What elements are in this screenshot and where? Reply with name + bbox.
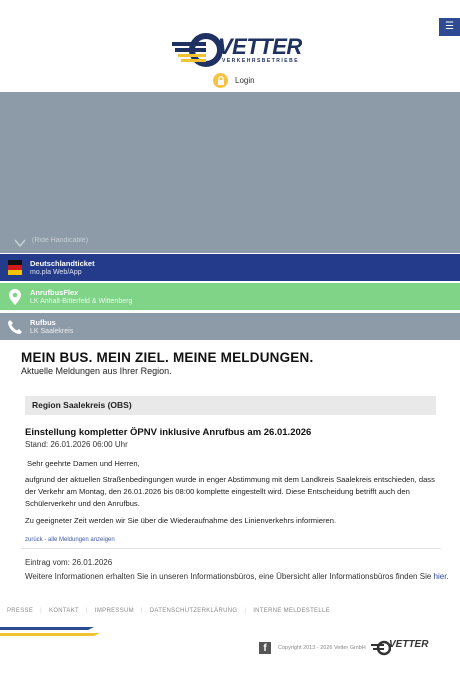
footer-link-datenschutz[interactable]: DATENSCHUTZERKLÄRUNG bbox=[149, 608, 238, 614]
hero-banner bbox=[0, 92, 460, 250]
hero-faded-item bbox=[0, 237, 460, 253]
map-pin-icon bbox=[0, 283, 30, 310]
login-label: Login bbox=[235, 76, 255, 85]
login-link[interactable] bbox=[213, 73, 255, 88]
message-date: Stand: 26.01.2026 06:00 Uhr bbox=[25, 440, 128, 449]
wheelchair-icon bbox=[14, 238, 26, 248]
message-paragraph: Zu geeigneter Zeit werden wir Sie über die Wiederaufnahme des Linienverkehrs informieren. bbox=[25, 516, 337, 525]
vetter-logo[interactable] bbox=[172, 32, 302, 72]
service-bar-title: Rufbus bbox=[30, 317, 56, 327]
footer-separator: | bbox=[86, 608, 88, 614]
service-bar-title: AnrufbusFlex bbox=[30, 287, 79, 297]
footer-stripe-blue bbox=[0, 627, 88, 630]
logo-mark-icon bbox=[172, 32, 222, 68]
info-text-body: Weitere Informationen erhalten Sie in unseren Informationsbüros, eine Übersicht aller Informationsbüros finden Sie bbox=[25, 572, 434, 581]
footer-logo-wordmark: VETTER bbox=[389, 639, 429, 650]
hamburger-icon: ☰ bbox=[445, 21, 454, 32]
info-text-end: . bbox=[446, 572, 449, 581]
logo-subline: VERKEHRSBETRIEBE bbox=[222, 58, 300, 64]
footer-separator: | bbox=[140, 608, 143, 614]
back-to-messages-link[interactable]: zurück - alle Meldungen anzeigen bbox=[25, 537, 115, 543]
copyright: Copyright 2013 - 2026 Vetter GmbH bbox=[278, 645, 366, 651]
footer-link-meldestelle[interactable]: INTERNE MELDESTELLE bbox=[253, 608, 330, 614]
hero-faded-label: (Ride Handicable) bbox=[32, 237, 89, 244]
footer-logo-mark-icon bbox=[371, 640, 391, 656]
service-bar-anrufbusflex[interactable] bbox=[0, 283, 460, 310]
service-bar-deutschlandticket[interactable] bbox=[0, 254, 460, 281]
service-bar-subtitle: mo.pla Web/App bbox=[30, 268, 82, 276]
footer-logo[interactable] bbox=[371, 639, 427, 657]
info-text bbox=[25, 572, 449, 581]
message-paragraph: Sehr geehrte Damen und Herren, bbox=[27, 459, 140, 468]
message-title: Einstellung kompletter ÖPNV inklusive Anrufbus am 26.01.2026 bbox=[25, 427, 312, 438]
divider bbox=[21, 548, 441, 549]
info-offices-link[interactable]: hier bbox=[433, 572, 447, 581]
facebook-icon[interactable]: f bbox=[259, 642, 271, 654]
service-bar-rufbus[interactable] bbox=[0, 313, 460, 340]
entry-date: Eintrag vom: 26.01.2026 bbox=[25, 558, 113, 567]
footer-link-presse[interactable]: PRESSE bbox=[7, 608, 34, 614]
phone-icon bbox=[0, 313, 30, 340]
menu-button[interactable] bbox=[439, 18, 460, 36]
footer-separator: | bbox=[40, 608, 43, 614]
service-bar-subtitle: LK Saalekreis bbox=[30, 327, 74, 335]
footer-stripe-yellow bbox=[0, 633, 94, 636]
footer-separator: | bbox=[244, 608, 247, 614]
page-subtitle: Aktuelle Meldungen aus Ihrer Region. bbox=[21, 366, 172, 376]
german-flag-icon bbox=[0, 254, 30, 281]
footer-link-kontakt[interactable]: KONTAKT bbox=[49, 608, 80, 614]
service-bar-subtitle: LK Anhalt-Bitterfeld & Wittenberg bbox=[30, 297, 133, 305]
page-title: MEIN BUS. MEIN ZIEL. MEINE MELDUNGEN. bbox=[21, 350, 314, 365]
lock-icon bbox=[213, 73, 228, 88]
message-paragraph: aufgrund der aktuellen Straßenbedingungen wurde in enger Abstimmung mit dem Landkreis Saalekreis entschieden, dass der Verkehr am Montag, den 26.01.2026 bis 08:00 komplette eingestellt wird. Diese Entscheidung betrifft auch den Schülerverkehr und den Anrufbus. bbox=[25, 475, 435, 508]
footer-nav bbox=[7, 608, 337, 614]
region-header: Region Saalekreis (OBS) bbox=[25, 396, 436, 415]
logo-wordmark: VETTER bbox=[218, 34, 302, 59]
service-bar-title: Deutschlandticket bbox=[30, 258, 95, 268]
footer-link-impressum[interactable]: IMPRESSUM bbox=[94, 608, 134, 614]
